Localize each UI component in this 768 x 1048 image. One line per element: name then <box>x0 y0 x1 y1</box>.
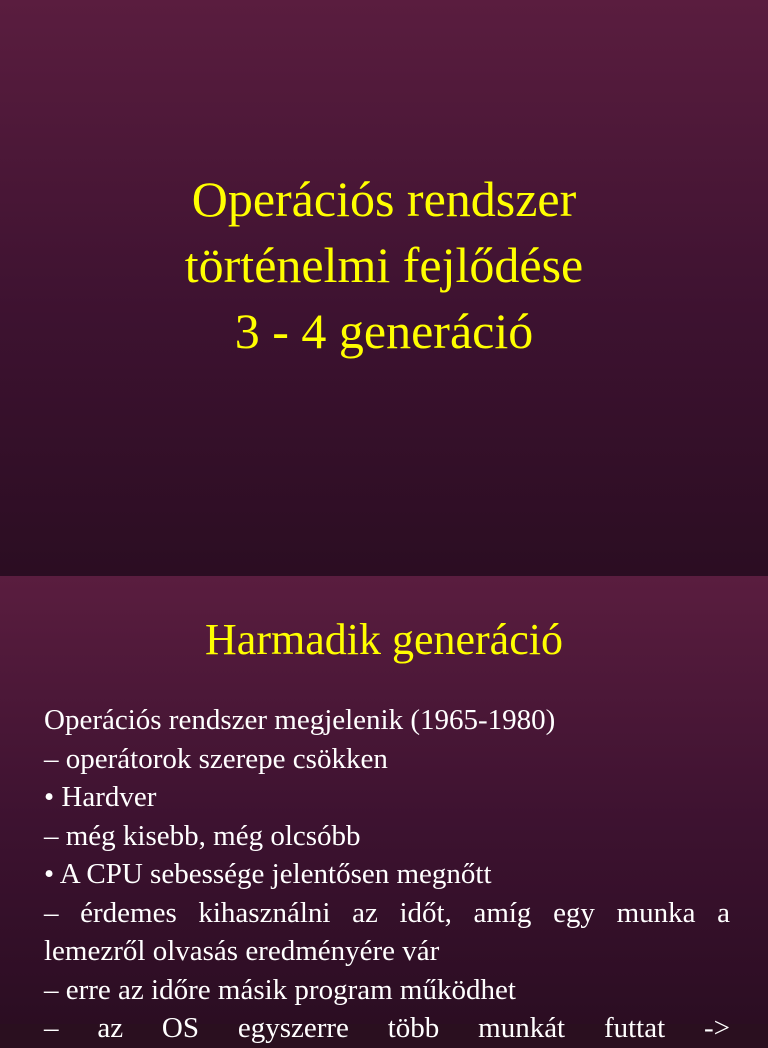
title-line-1: Operációs rendszer <box>191 171 577 227</box>
body-line: lemezről olvasás eredményére vár <box>44 935 440 967</box>
content-slide <box>0 576 768 1044</box>
slide-title <box>0 166 768 364</box>
body-line: – az OS egyszerre több munkát futtat -> <box>44 1012 730 1044</box>
body-line: – érdemes kihasználni az időt, amíg egy munka a <box>44 896 730 929</box>
slide-heading: Harmadik generáció <box>205 615 563 664</box>
body-line: – még kisebb, még olcsóbb <box>44 819 361 852</box>
body-line: • Hardver <box>44 781 157 813</box>
body-line: – erre az időre másik program működhet <box>44 973 516 1006</box>
title-line-3: 3 - 4 generáció <box>234 303 534 359</box>
body-line: – operátorok szerepe csökken <box>44 742 388 775</box>
body-line: • A CPU sebessége jelentősen megnőtt <box>44 858 492 890</box>
body-line: Operációs rendszer megjelenik (1965-1980) <box>44 704 556 736</box>
title-line-2: történelmi fejlődése <box>184 237 584 293</box>
slide-body <box>44 701 730 1048</box>
